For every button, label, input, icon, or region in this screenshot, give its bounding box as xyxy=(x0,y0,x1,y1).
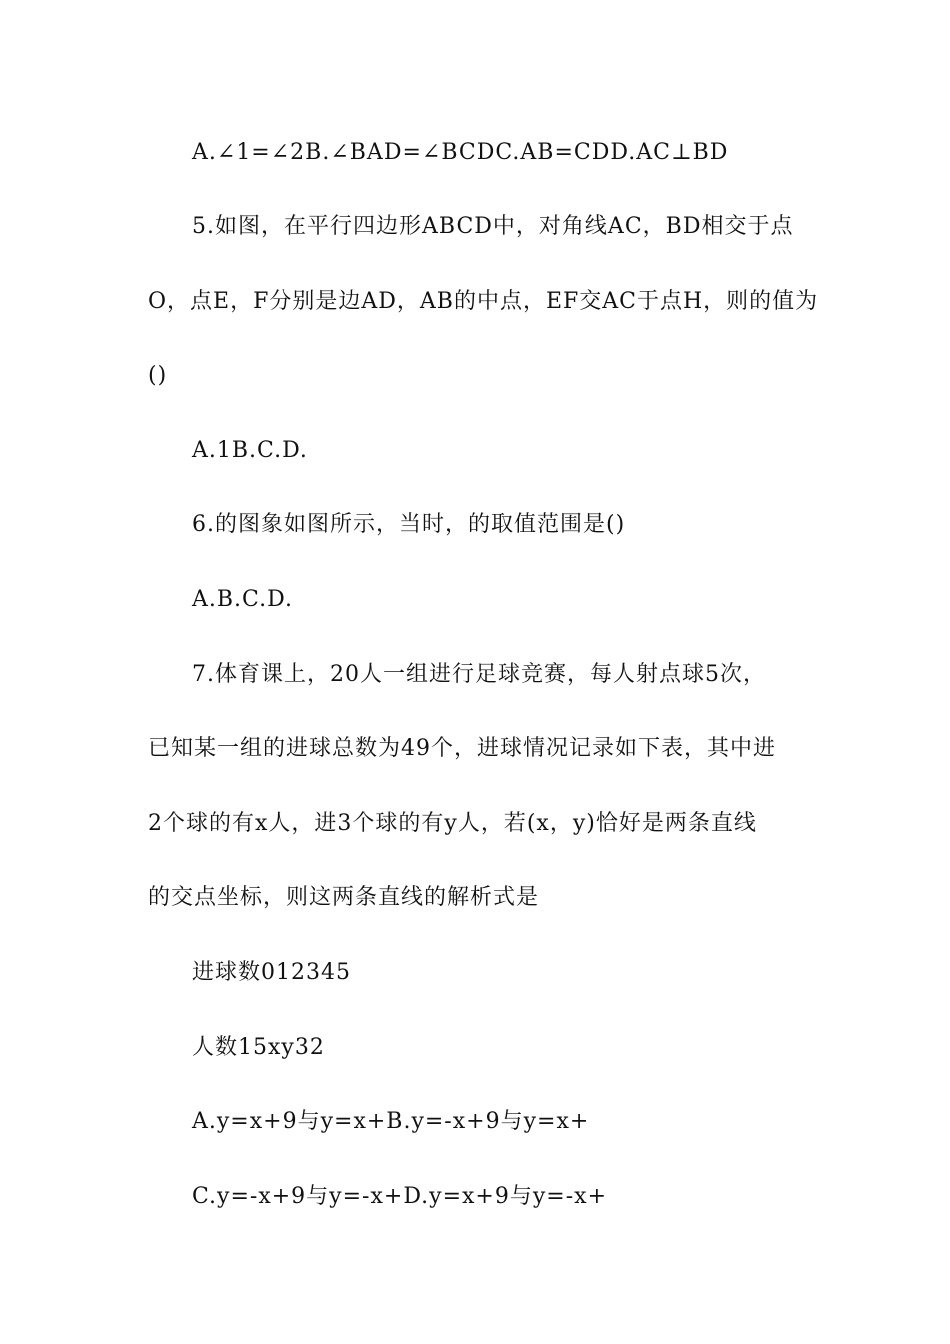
q5-text-line-2: O，点E，F分别是边AD，AB的中点，EF交AC于点H，则的值为 xyxy=(148,289,819,314)
q5-text-line-1: 5.如图，在平行四边形ABCD中，对角线AC，BD相交于点 xyxy=(192,214,794,239)
q6-options: A.B.C.D. xyxy=(192,587,293,612)
q5-options: A.1B.C.D. xyxy=(192,438,308,463)
q7-options-ab: A.y=x+9与y=x+B.y=-x+9与y=x+ xyxy=(192,1109,590,1134)
q7-text-line-2: 已知某一组的进球总数为49个，进球情况记录如下表，其中进 xyxy=(148,736,776,761)
q6-text: 6.的图象如图所示，当时，的取值范围是() xyxy=(192,512,626,537)
q7-text-line-4: 的交点坐标，则这两条直线的解析式是 xyxy=(148,885,540,910)
q7-options-cd: C.y=-x+9与y=-x+D.y=x+9与y=-x+ xyxy=(192,1184,607,1209)
q5-text-line-3: () xyxy=(148,363,168,388)
q7-table-row-people: 人数15xy32 xyxy=(192,1035,325,1060)
q4-options: A.∠1=∠2B.∠BAD=∠BCDC.AB=CDD.AC⊥BD xyxy=(192,140,729,165)
q7-text-line-1: 7.体育课上，20人一组进行足球竞赛，每人射点球5次， xyxy=(192,662,766,687)
q7-table-row-goals: 进球数012345 xyxy=(192,960,351,985)
q7-text-line-3: 2个球的有x人，进3个球的有y人，若(x，y)恰好是两条直线 xyxy=(148,811,757,836)
